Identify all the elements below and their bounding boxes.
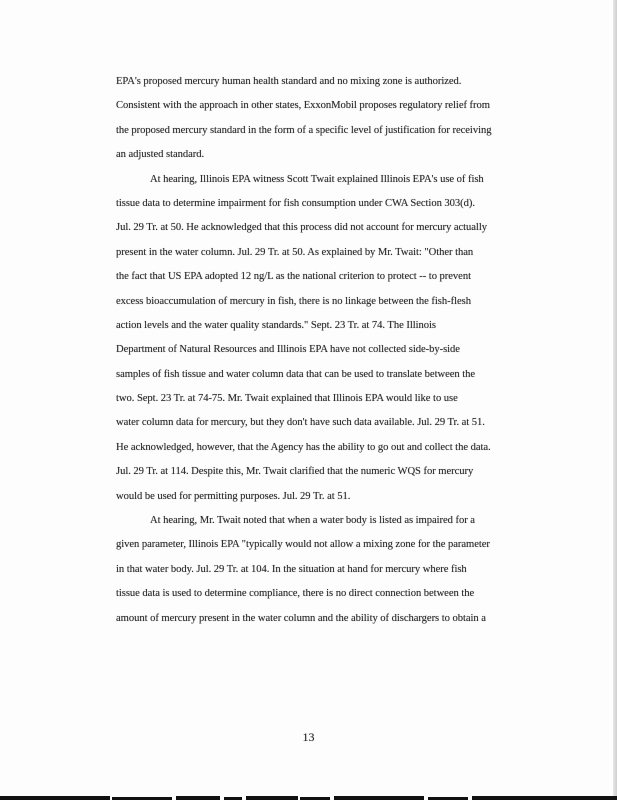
- text-line: action levels and the water quality standards." Sept. 23 Tr. at 74. The Illinois: [116, 319, 436, 331]
- text-line: the fact that US EPA adopted 12 ng/L as the national criterion to protect -- to prevent: [116, 271, 471, 283]
- text-line: samples of fish tissue and water column data that can be used to translate between the: [116, 368, 476, 380]
- text-line: He acknowledged, however, that the Agency has the ability to go out and collect the data.: [116, 441, 491, 453]
- text-line: amount of mercury present in the water column and the ability of dischargers to obtain a: [116, 612, 486, 624]
- text-line: Jul. 29 Tr. at 50. He acknowledged that this process did not account for mercury actually: [116, 222, 487, 234]
- text-line: tissue data to determine impairment for fish consumption under CWA Section 303(d).: [116, 197, 475, 209]
- text-line: the proposed mercury standard in the form of a specific level of justification for receiving: [116, 124, 492, 136]
- text-line: Jul. 29 Tr. at 114. Despite this, Mr. Twait clarified that the numeric WQS for mercury: [116, 466, 474, 478]
- body-text: [116, 70, 536, 631]
- scan-bottom-edge: [0, 794, 617, 800]
- text-line: would be used for permitting purposes. Jul. 29 Tr. at 51.: [116, 490, 351, 502]
- paragraph-start-line: At hearing, Illinois EPA witness Scott Twait explained Illinois EPA's use of fish: [150, 173, 484, 185]
- text-line: tissue data is used to determine compliance, there is no direct connection between the: [116, 588, 475, 600]
- text-line: excess bioaccumulation of mercury in fish, there is no linkage between the fish-flesh: [116, 295, 471, 307]
- text-line: two. Sept. 23 Tr. at 74-75. Mr. Twait explained that Illinois EPA would like to use: [116, 393, 458, 405]
- text-line: given parameter, Illinois EPA "typically would not allow a mixing zone for the parameter: [116, 539, 490, 551]
- text-line: Consistent with the approach in other states, ExxonMobil proposes regulatory relief from: [116, 100, 490, 112]
- page-number: 13: [302, 730, 315, 744]
- text-line: in that water body. Jul. 29 Tr. at 104. In the situation at hand for mercury where fish: [116, 563, 467, 575]
- text-line: EPA's proposed mercury human health standard and no mixing zone is authorized.: [116, 76, 462, 87]
- text-line: an adjusted standard.: [116, 149, 205, 161]
- paragraph-start-line: At hearing, Mr. Twait noted that when a water body is listed as impaired for a: [150, 515, 475, 527]
- text-line: water column data for mercury, but they don't have such data available. Jul. 29 Tr. at 51.: [116, 417, 485, 429]
- text-line: present in the water column. Jul. 29 Tr. at 50. As explained by Mr. Twait: "Other than: [116, 246, 474, 258]
- scan-edge-shadow: [613, 0, 617, 800]
- text-line: Department of Natural Resources and Illinois EPA have not collected side-by-side: [116, 344, 460, 356]
